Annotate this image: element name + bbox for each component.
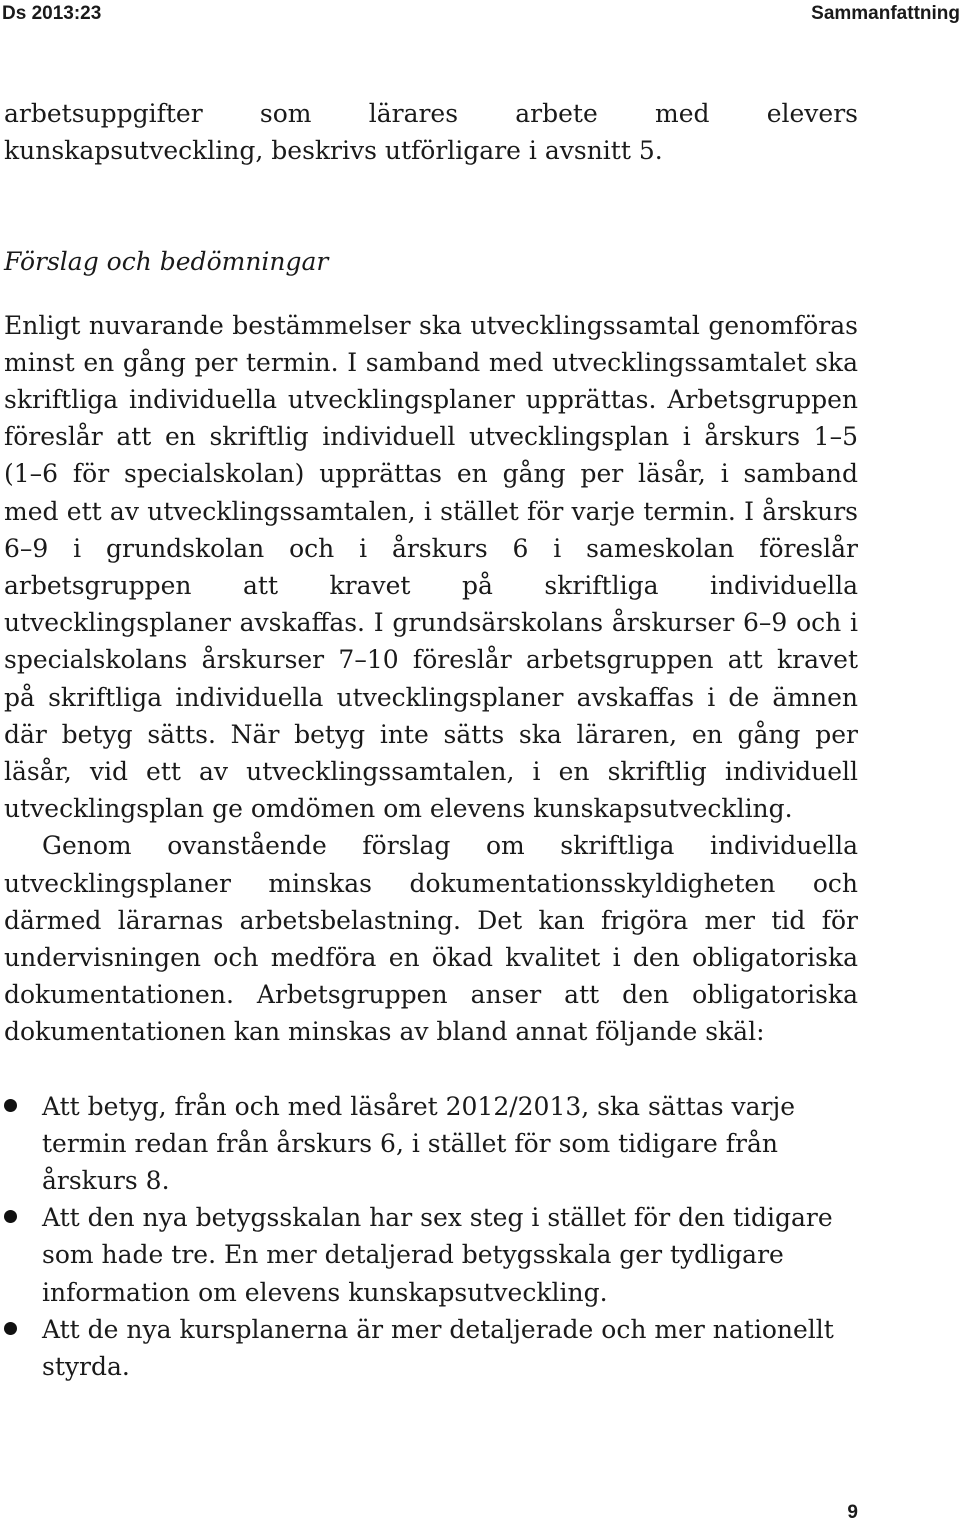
list-item [4,1199,858,1311]
list-item-text: Att de nya kursplanerna är mer detaljerade och mer nationellt styrda. [42,1314,834,1382]
section-title: Sammanfattning [811,3,960,24]
list-item-text: Att betyg, från och med läsåret 2012/2013, ska sättas varje termin redan från årskurs 6, i stället för som tidigare från årskurs 8. [42,1091,796,1196]
bullet-icon [4,1322,17,1335]
body-paragraph-2: Genom ovanstående förslag om skriftliga individuella utvecklingsplaner minskas dokumentationsskyldigheten och därmed lärarnas arbetsbelastning. Det kan frigöra mer tid för undervisningen och medföra en ökad kvalitet i den obligatoriska dokumentationen. Arbetsgruppen anser att den obligatoriska dokumentationen kan minskas av bland annat följande skäl: [4,831,858,1047]
list-item [4,1311,858,1385]
bullet-icon [4,1210,17,1223]
running-header [0,0,960,28]
list-item [4,1088,858,1200]
heading-spacer [4,281,858,307]
bullet-icon [4,1099,17,1112]
page-body [4,95,858,1385]
document-reference: Ds 2013:23 [2,3,102,24]
list-item-text: Att den nya betygsskalan har sex steg i stället för den tidigare som hade tre. En mer detaljerad betygsskala ger tydligare information om elevens kunskapsutveckling. [42,1203,833,1307]
body-paragraph-1: Enligt nuvarande bestämmelser ska utvecklingssamtal genomföras minst en gång per termin. I samband med utvecklingssamtalet ska skriftliga individuella utvecklingsplaner upprättas. Arbetsgruppen föreslår att en skriftlig individuell utvecklingsplan i årskurs 1–5 (1–6 för specialskolan) upprättas en gång per läsår, i samband med ett av utvecklingssamtalen, i stället för varje termin. I årskurs 6–9 i grundskolan och i årskurs 6 i sameskolan föreslår arbetsgruppen att kravet på skriftliga individuella utvecklingsplaner avskaffas. I grundsärskolans årskurser 6–9 och i specialskolans årskurser 7–10 föreslår arbetsgruppen att kravet på skriftliga individuella utvecklingsplaner avskaffas i de ämnen där betyg sätts. När betyg inte sätts ska läraren, en gång per läsår, vid ett av utvecklingssamtalen, i en skriftlig individuell utvecklingsplan ge omdömen om elevens kunskapsutveckling. [4,310,858,824]
intro-paragraph: arbetsuppgifter som lärares arbete med elevers kunskapsutveckling, beskrivs utförligare i avsnitt 5. [4,99,858,166]
section-subheading: Förslag och bedömningar [4,247,329,277]
page-number: 9 [847,1502,858,1523]
reasons-list [4,1088,858,1386]
